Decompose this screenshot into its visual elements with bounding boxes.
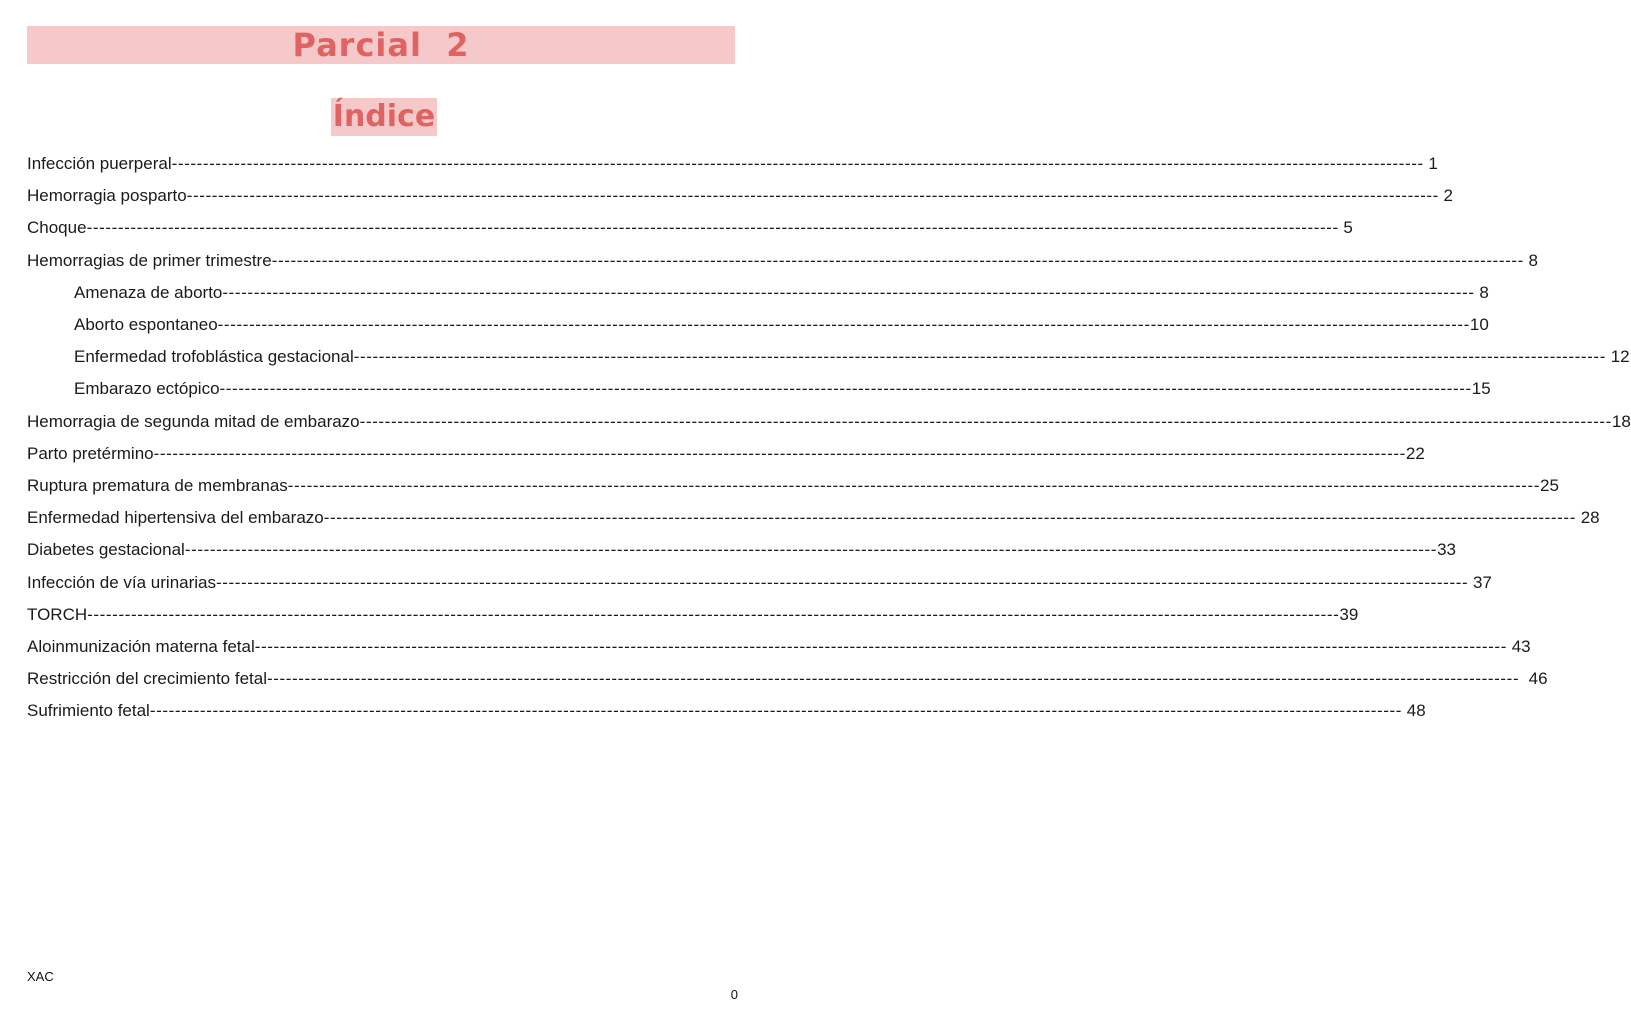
toc-entry-page: 8 — [1528, 250, 1538, 270]
toc-entry — [27, 277, 1489, 309]
toc-dot-leader: -------------------------------------------------------------------------------------------------------------------------------------------------------------------------------------------------------- — [266, 669, 1520, 689]
toc-entry — [27, 341, 1630, 373]
toc-entry — [27, 373, 1491, 405]
toc-dot-leader: -------------------------------------------------------------------------------------------------------------------------------------------------------------------------------------------------------- — [271, 250, 1524, 270]
toc-entry — [27, 309, 1489, 341]
toc-entry-page: 1 — [1428, 154, 1438, 174]
toc-entry-label: Ruptura prematura de membranas — [27, 475, 288, 495]
toc-dot-leader: -------------------------------------------------------------------------------------------------------------------------------------------------------------------------------------------------------- — [323, 508, 1576, 528]
toc-entry-label: Aloinmunización materna fetal — [27, 636, 255, 656]
toc-entry — [27, 406, 1631, 438]
toc-entry — [27, 534, 1456, 566]
toc-entry — [27, 663, 1548, 695]
toc-entry — [27, 245, 1538, 277]
toc-dot-leader: -------------------------------------------------------------------------------------------------------------------------------------------------------------------------------------------------------- — [254, 636, 1507, 656]
toc-dot-leader: -------------------------------------------------------------------------------------------------------------------------------------------------------------------------------------------------------- — [149, 701, 1403, 721]
toc-entry-label: Parto pretérmino — [27, 443, 154, 463]
toc-entry-page: 8 — [1474, 282, 1489, 302]
toc-entry-page: 33 — [1437, 540, 1456, 560]
toc-dot-leader: -------------------------------------------------------------------------------------------------------------------------------------------------------------------------------------------------------- — [353, 347, 1606, 367]
toc-entry-label: Enfermedad trofoblástica gestacional — [74, 347, 354, 367]
toc-dot-leader: -------------------------------------------------------------------------------------------------------------------------------------------------------------------------------------------------------- — [359, 411, 1612, 431]
toc-dot-leader: -------------------------------------------------------------------------------------------------------------------------------------------------------------------------------------------------------- — [153, 443, 1406, 463]
toc-entry-label: Hemorragias de primer trimestre — [27, 250, 272, 270]
toc-entry — [27, 180, 1453, 212]
toc-entry-page: 15 — [1471, 379, 1491, 399]
toc-entry — [27, 695, 1426, 727]
toc-entry-label: Enfermedad hipertensiva del embarazo — [27, 508, 324, 528]
toc-entry-label: Hemorragia de segunda mitad de embarazo — [27, 411, 360, 431]
toc-dot-leader: -------------------------------------------------------------------------------------------------------------------------------------------------------------------------------------------------------- — [217, 315, 1470, 335]
toc-entry-page: 25 — [1540, 475, 1559, 495]
toc-entry — [27, 566, 1492, 598]
toc-entry-page: 10 — [1469, 315, 1489, 335]
toc-entry-label: Infección de vía urinarias — [27, 572, 216, 592]
toc-entry-page: 46 — [1519, 669, 1548, 689]
index-heading-container — [0, 98, 768, 136]
document-title: Parcial 2 — [292, 26, 470, 64]
toc-entry-label: Embarazo ectópico — [74, 379, 220, 399]
toc-entry — [27, 470, 1559, 502]
table-of-contents — [27, 148, 1631, 727]
toc-entry — [27, 148, 1438, 180]
toc-dot-leader: -------------------------------------------------------------------------------------------------------------------------------------------------------------------------------------------------------- — [219, 379, 1472, 399]
toc-dot-leader: -------------------------------------------------------------------------------------------------------------------------------------------------------------------------------------------------------- — [184, 540, 1438, 560]
toc-entry-page: 18 — [1611, 411, 1631, 431]
toc-entry-page: 5 — [1343, 218, 1353, 238]
index-heading: Índice — [332, 99, 436, 134]
toc-entry-label: Sufrimiento fetal — [27, 701, 150, 721]
toc-dot-leader: -------------------------------------------------------------------------------------------------------------------------------------------------------------------------------------------------------- — [171, 154, 1424, 174]
toc-entry-label: TORCH — [27, 604, 88, 624]
toc-entry-label: Hemorragia posparto — [27, 186, 187, 206]
toc-entry-page: 12 — [1605, 347, 1630, 367]
toc-entry-page: 28 — [1575, 508, 1600, 528]
toc-entry-label: Restricción del crecimiento fetal — [27, 669, 267, 689]
toc-dot-leader: -------------------------------------------------------------------------------------------------------------------------------------------------------------------------------------------------------- — [222, 282, 1475, 302]
toc-dot-leader: -------------------------------------------------------------------------------------------------------------------------------------------------------------------------------------------------------- — [216, 572, 1469, 592]
toc-entry-page: 48 — [1402, 701, 1426, 721]
toc-entry-label: Infección puerperal — [27, 154, 172, 174]
toc-dot-leader: -------------------------------------------------------------------------------------------------------------------------------------------------------------------------------------------------------- — [87, 604, 1340, 624]
toc-entry-page: 22 — [1405, 443, 1425, 463]
toc-entry — [27, 212, 1353, 244]
toc-dot-leader: -------------------------------------------------------------------------------------------------------------------------------------------------------------------------------------------------------- — [287, 475, 1541, 495]
footer-author: XAC — [27, 969, 54, 984]
toc-dot-leader: -------------------------------------------------------------------------------------------------------------------------------------------------------------------------------------------------------- — [86, 218, 1339, 238]
toc-entry-label: Aborto espontaneo — [74, 315, 218, 335]
toc-entry — [27, 438, 1425, 470]
toc-entry — [27, 631, 1531, 663]
toc-entry-page: 37 — [1468, 572, 1492, 592]
toc-entry — [27, 599, 1359, 631]
toc-entry-page: 43 — [1506, 636, 1531, 656]
toc-entry-page: 2 — [1443, 186, 1453, 206]
title-banner — [27, 26, 735, 64]
toc-entry — [27, 502, 1600, 534]
toc-entry-label: Amenaza de aborto — [74, 282, 223, 302]
toc-dot-leader: -------------------------------------------------------------------------------------------------------------------------------------------------------------------------------------------------------- — [186, 186, 1439, 206]
footer-page-number: 0 — [730, 987, 738, 1002]
toc-entry-label: Diabetes gestacional — [27, 540, 185, 560]
toc-entry-page: 39 — [1339, 604, 1359, 624]
toc-entry-label: Choque — [27, 218, 87, 238]
